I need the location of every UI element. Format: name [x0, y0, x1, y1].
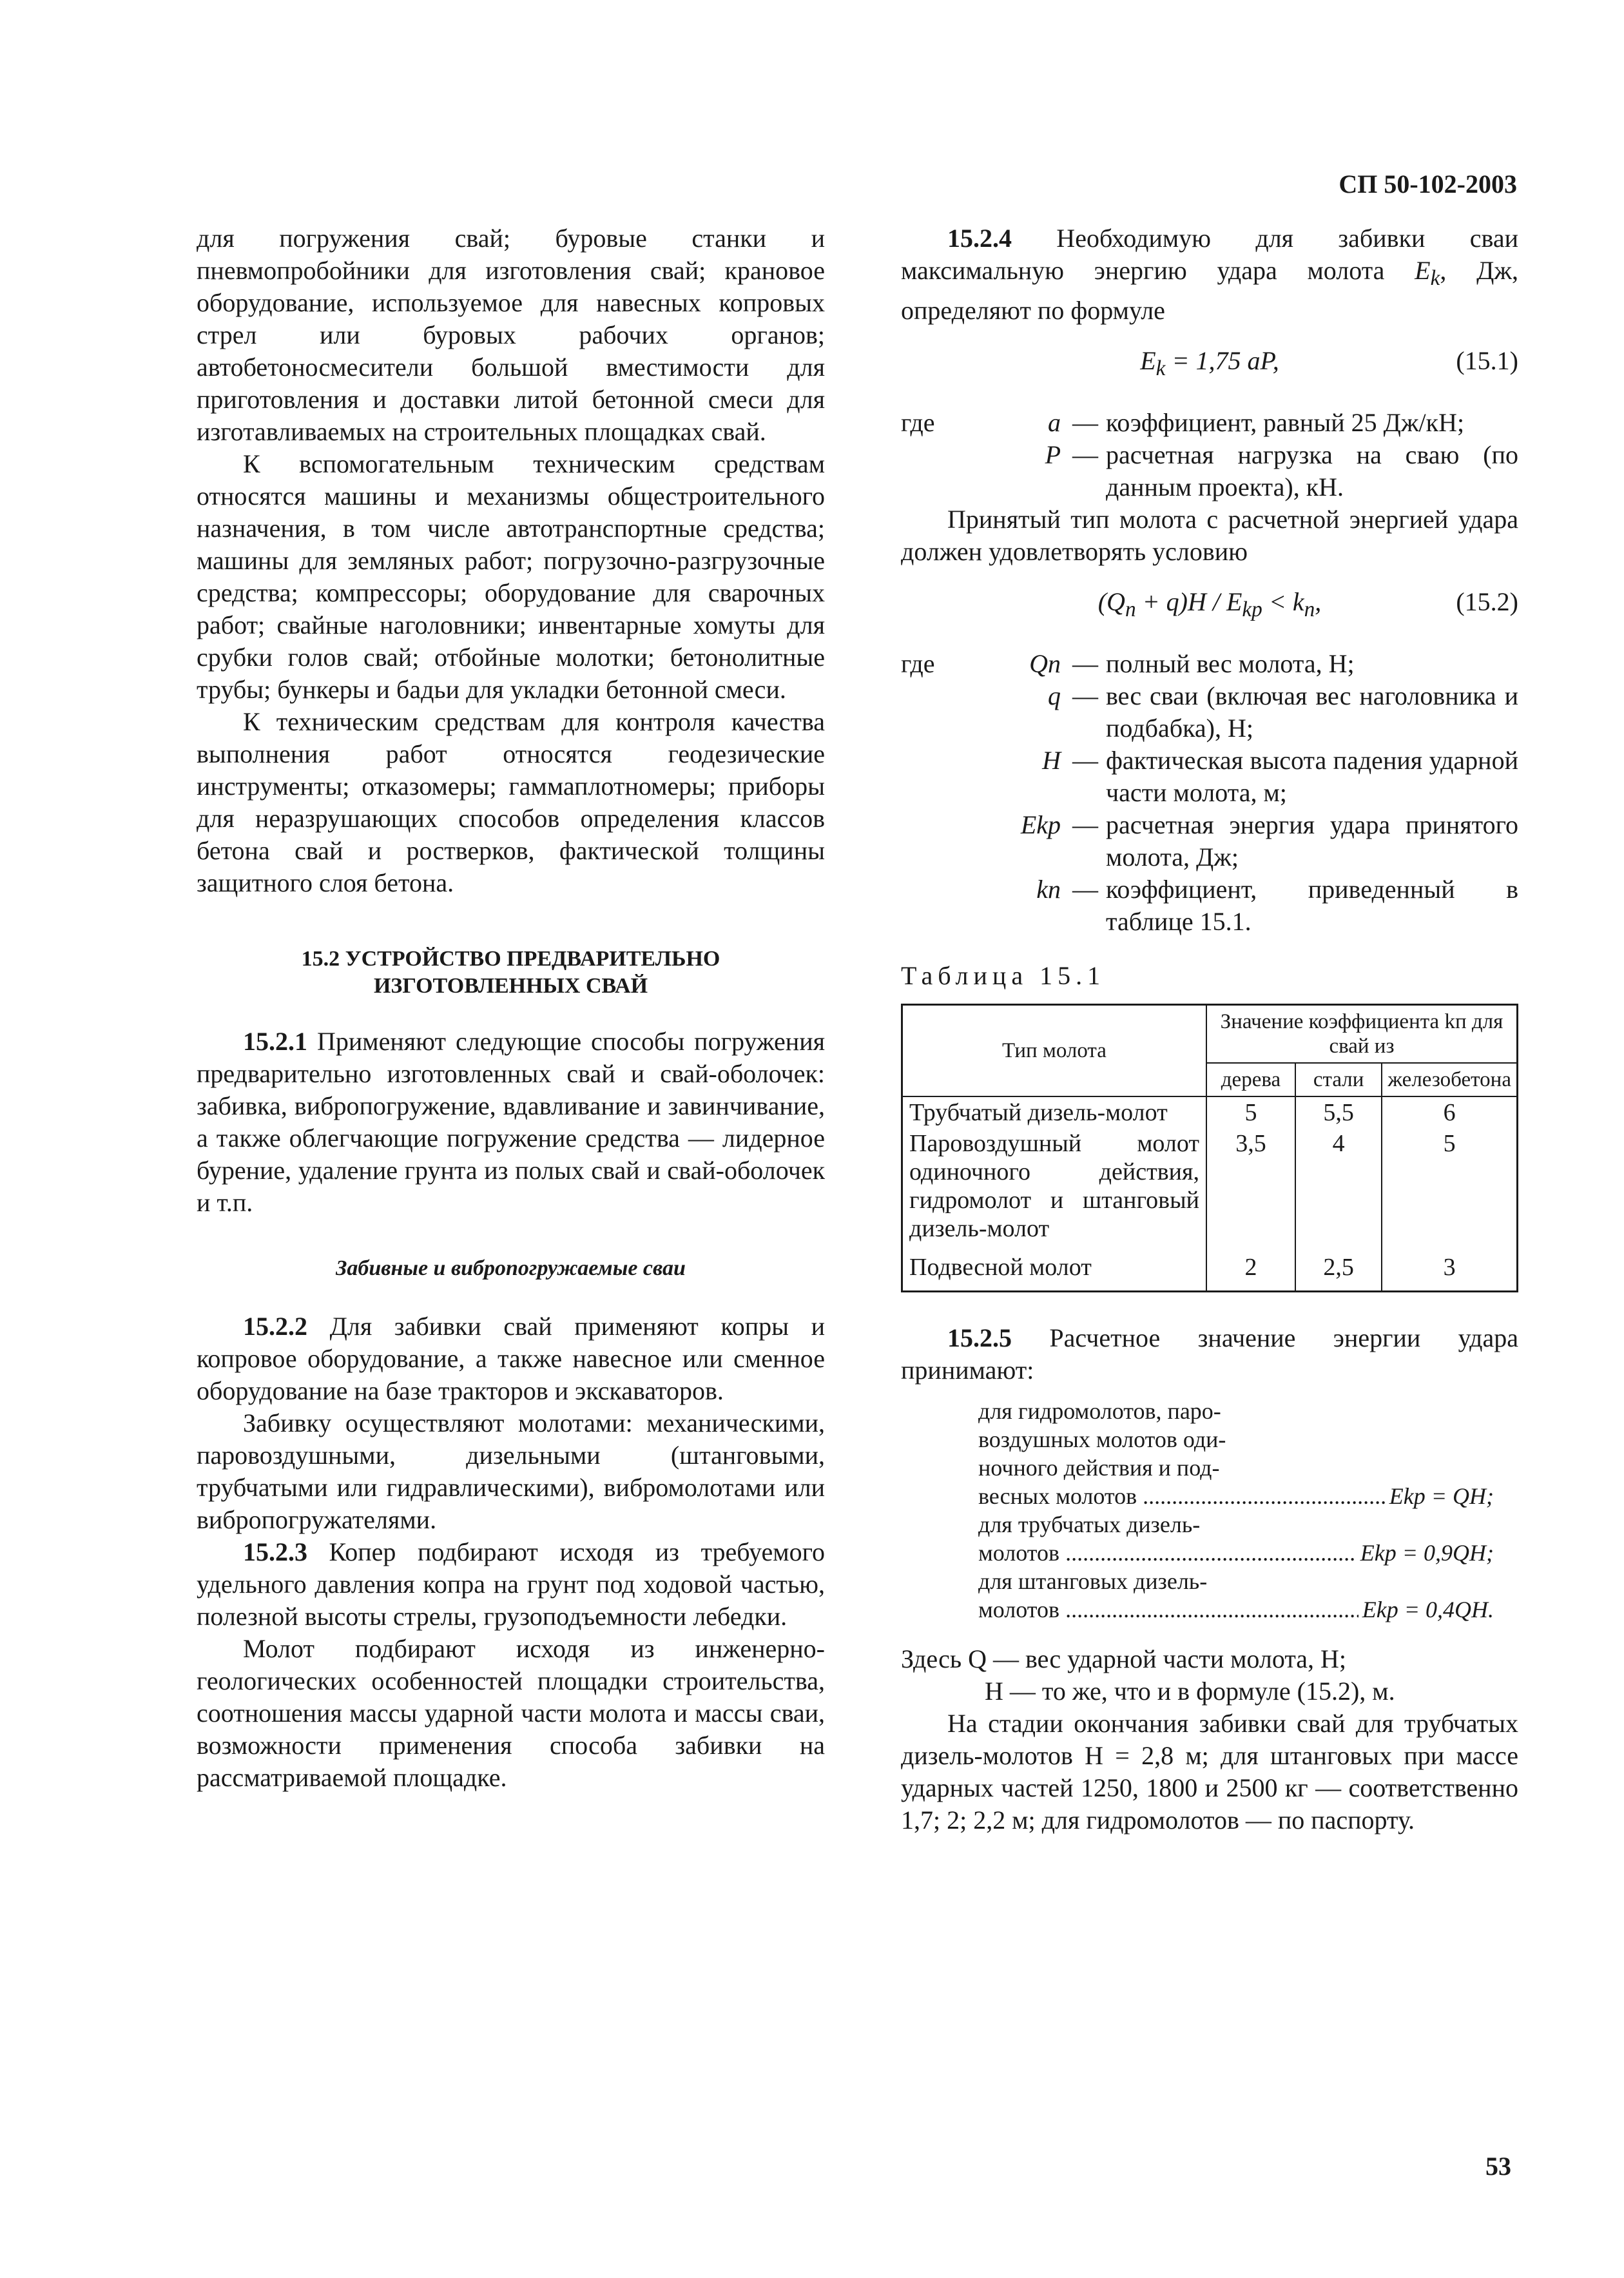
- energy-equation: Ekp = 0,4QH.: [1362, 1597, 1494, 1622]
- energy-list: [978, 1397, 1494, 1624]
- clause-15-2-3: [197, 1536, 825, 1633]
- clause-text: Расчетное значение энергии удара принимают:: [901, 1323, 1518, 1385]
- formula-part: ,: [1315, 587, 1322, 616]
- table-row: [902, 1096, 1518, 1128]
- symbol-subscript: k: [1430, 266, 1440, 290]
- cell-wood: 2: [1206, 1244, 1295, 1292]
- paragraph: Забивку осуществляют молотами: механическими, паровоздушными, дизельными (штанговыми, трубчатыми или гидравлическими), вибромолотами или вибропогружателями.: [197, 1408, 825, 1534]
- dash: —: [1072, 875, 1098, 904]
- legend-symbol: a: [1048, 408, 1061, 437]
- cell-concrete: 3: [1382, 1244, 1517, 1292]
- cell-steel: 5,5: [1295, 1096, 1382, 1128]
- paragraph: Молот подбирают исходя из инженерно-геологических особенностей площадки строительства, соотношения массы ударной части молота и массы сваи, возможности применения способа забивки на рассматриваемой площадке.: [197, 1634, 825, 1792]
- legend-symbol: q: [1048, 681, 1061, 710]
- dash: —: [1072, 810, 1098, 839]
- energy-line: для трубчатых дизель-: [978, 1512, 1201, 1537]
- cell-steel: 2,5: [1295, 1244, 1382, 1292]
- formula-part: < k: [1262, 587, 1304, 616]
- cell-hammer-type: Трубчатый дизель-молот: [902, 1096, 1206, 1128]
- legend-symbol: kп: [1036, 875, 1061, 904]
- formula-part: (Q: [1097, 587, 1125, 616]
- energy-row: [978, 1539, 1494, 1567]
- note-line: Здесь Q — вес ударной части молота, Н;: [901, 1644, 1347, 1673]
- formula-15-1: [901, 345, 1518, 385]
- legend-text: фактическая высота падения ударной части молота, м;: [1106, 746, 1518, 807]
- legend-text: коэффициент, равный 25 Дж/кН;: [1106, 408, 1465, 437]
- clause-15-2-4: [901, 222, 1518, 327]
- clause-15-2-1: [197, 1026, 825, 1219]
- energy-line: воздушных молотов оди-: [978, 1426, 1226, 1452]
- formula-subscript: k: [1155, 356, 1166, 380]
- cell-concrete: 5: [1382, 1128, 1517, 1244]
- where-word: [901, 809, 978, 873]
- section-heading: [197, 946, 825, 1000]
- clause-text: , Дж, определяют по формуле: [901, 256, 1518, 325]
- dash: —: [1072, 408, 1098, 437]
- paragraph: К вспомогательным техническим средствам относятся машины и механизмы общестроительного назначения, в том числе автотранспортные средства; машины для земляных работ; погрузочно-разгрузочные средства; компрессоры; оборудование для сварочных работ; свайные наголовники; инвентарные хомуты для срубки голов свай; отбойные молотки; бетонолитные трубы; бункеры и бадьи для укладки бетонной смеси.: [197, 449, 825, 704]
- legend-text: вес сваи (включая вес наголовника и подбабка), Н;: [1106, 681, 1518, 743]
- energy-row: [978, 1595, 1494, 1624]
- paragraph: На стадии окончания забивки свай для трубчатых дизель-молотов H = 2,8 м; для штанговых при массе ударных частей 1250, 1800 и 2500 кг — соответственно 1,7; 2; 2,2 м; для гидромолотов — по паспорту.: [901, 1709, 1518, 1835]
- section-heading-line-1: 15.2 УСТРОЙСТВО ПРЕДВАРИТЕЛЬНО: [301, 947, 720, 971]
- dash: —: [1072, 681, 1098, 710]
- energy-label: молотов .....: [978, 1539, 1357, 1567]
- formula-subscript: kp: [1242, 598, 1262, 621]
- cell-hammer-type: Паровоздушный молот одиночного действия, гидромолот и штанговый дизель-молот: [902, 1128, 1206, 1244]
- subsection-heading: Забивные и вибропогружаемые сваи: [336, 1256, 686, 1280]
- energy-line: ночного действия и под-: [978, 1455, 1220, 1481]
- symbol: E: [1415, 256, 1431, 285]
- where-word: где: [901, 408, 935, 437]
- clause-text: Необходимую для забивки сваи максимальную энергию удара молота: [901, 224, 1518, 285]
- legend-symbol: H: [1042, 746, 1061, 775]
- legend-text: полный вес молота, Н;: [1106, 649, 1355, 678]
- dash: —: [1072, 440, 1098, 469]
- formula-legend-1: [901, 407, 1518, 503]
- energy-equation: Ekp = 0,9QH;: [1360, 1540, 1494, 1566]
- header-concrete: железобетона: [1382, 1063, 1517, 1096]
- clause-15-2-5: [901, 1322, 1518, 1387]
- where-word: [901, 745, 978, 809]
- formula-subscript: п: [1125, 598, 1136, 621]
- section-heading-line-2: ИЗГОТОВЛЕННЫХ СВАЙ: [373, 974, 648, 998]
- energy-line: для гидромолотов, паро-: [978, 1398, 1221, 1424]
- cell-concrete: 6: [1382, 1096, 1517, 1128]
- clause-15-2-2: [197, 1310, 825, 1407]
- table-caption: Таблица 15.1: [901, 961, 1106, 990]
- dash: —: [1072, 746, 1098, 775]
- clause-number: 15.2.3: [243, 1537, 307, 1566]
- formula-symbol: E: [1140, 346, 1156, 375]
- clause-number: 15.2.1: [243, 1027, 307, 1056]
- cell-wood: 5: [1206, 1096, 1295, 1128]
- clause-number: 15.2.5: [947, 1323, 1012, 1352]
- energy-row: [978, 1482, 1494, 1510]
- legend-text: коэффициент, приведенный в таблице 15.1.: [1106, 875, 1518, 936]
- energy-label: весных молотов .....: [978, 1482, 1386, 1510]
- left-column: [197, 222, 825, 1794]
- cell-hammer-type: Подвесной молот: [902, 1244, 1206, 1292]
- formula-part: + q)H / E: [1136, 587, 1242, 616]
- legend-symbol: P: [1045, 440, 1061, 469]
- legend-text: расчетная энергия удара принятого молота, Дж;: [1106, 810, 1518, 871]
- where-word: [901, 680, 978, 745]
- page-number: 53: [1485, 2152, 1511, 2181]
- clause-text: Применяют следующие способы погружения предварительно изготовленных свай и свай-оболочек: забивка, вибропогружение, вдавливание и завинчивание, а также облегчающие погружение средства — лидерное бурение, удаление грунта из полых свай и свай-оболочек и т.п.: [197, 1027, 825, 1217]
- paragraph: К техническим средствам для контроля качества выполнения работ относятся геодезические инструменты; отказомеры; гаммаплотномеры; приборы для неразрушающих способов определения классов бетона свай и ростверков, фактической толщины защитного слоя бетона.: [197, 707, 825, 897]
- right-column: [901, 222, 1518, 1836]
- table-row: [902, 1128, 1518, 1244]
- paragraph: Принятый тип молота с расчетной энергией удара должен удовлетворять условию: [901, 505, 1518, 566]
- dash: —: [1072, 649, 1098, 678]
- note-line: H — то же, что и в формуле (15.2), м.: [985, 1677, 1395, 1706]
- formula-number: (15.1): [1456, 346, 1518, 375]
- cell-wood: 3,5: [1206, 1128, 1295, 1244]
- where-word: [901, 439, 978, 503]
- paragraph: для погружения свай; буровые станки и пневмопробойники для изготовления свай; крановое оборудование, используемое для навесных копровых стрел или буровых рабочих органов; автобетоносмесители большой вместимости для приготовления и доставки литой бетонной смеси для изготавливаемых на строительных площадках свай.: [197, 224, 825, 446]
- formula-legend-2: [901, 648, 1518, 938]
- cell-steel: 4: [1295, 1128, 1382, 1244]
- formula-15-2: [901, 586, 1518, 626]
- header-hammer-type: Тип молота: [902, 1005, 1206, 1097]
- clause-number: 15.2.2: [243, 1312, 307, 1341]
- energy-label: молотов .....: [978, 1595, 1358, 1624]
- formula-number: (15.2): [1456, 587, 1518, 616]
- where-word: где: [901, 649, 935, 678]
- legend-text: расчетная нагрузка на сваю (по данным проекта), кН.: [1106, 440, 1518, 501]
- table-row: [902, 1244, 1518, 1292]
- header-wood: дерева: [1206, 1063, 1295, 1096]
- document-code: СП 50-102-2003: [1339, 170, 1517, 199]
- clause-text: Копер подбирают исходя из требуемого удельного давления копра на грунт под ходовой частью, полезной высоты стрелы, грузоподъемности лебедки.: [197, 1537, 825, 1631]
- formula-expression: = 1,75 aP,: [1165, 346, 1279, 375]
- energy-equation: Ekp = QH;: [1389, 1483, 1494, 1509]
- clause-number: 15.2.4: [947, 224, 1012, 253]
- legend-symbol: Qп: [1029, 649, 1061, 678]
- legend-symbol: Ekp: [1020, 810, 1061, 839]
- header-steel: стали: [1295, 1063, 1382, 1096]
- formula-subscript: п: [1304, 598, 1315, 621]
- where-word: [901, 873, 978, 938]
- clause-text: Для забивки свай применяют копры и копровое оборудование, а также навесное или сменное оборудование на базе тракторов и экскаваторов.: [197, 1312, 825, 1405]
- energy-line: для штанговых дизель-: [978, 1568, 1208, 1594]
- coefficient-table: [901, 1004, 1518, 1292]
- header-coefficient: Значение коэффициента kп для свай из: [1206, 1005, 1518, 1064]
